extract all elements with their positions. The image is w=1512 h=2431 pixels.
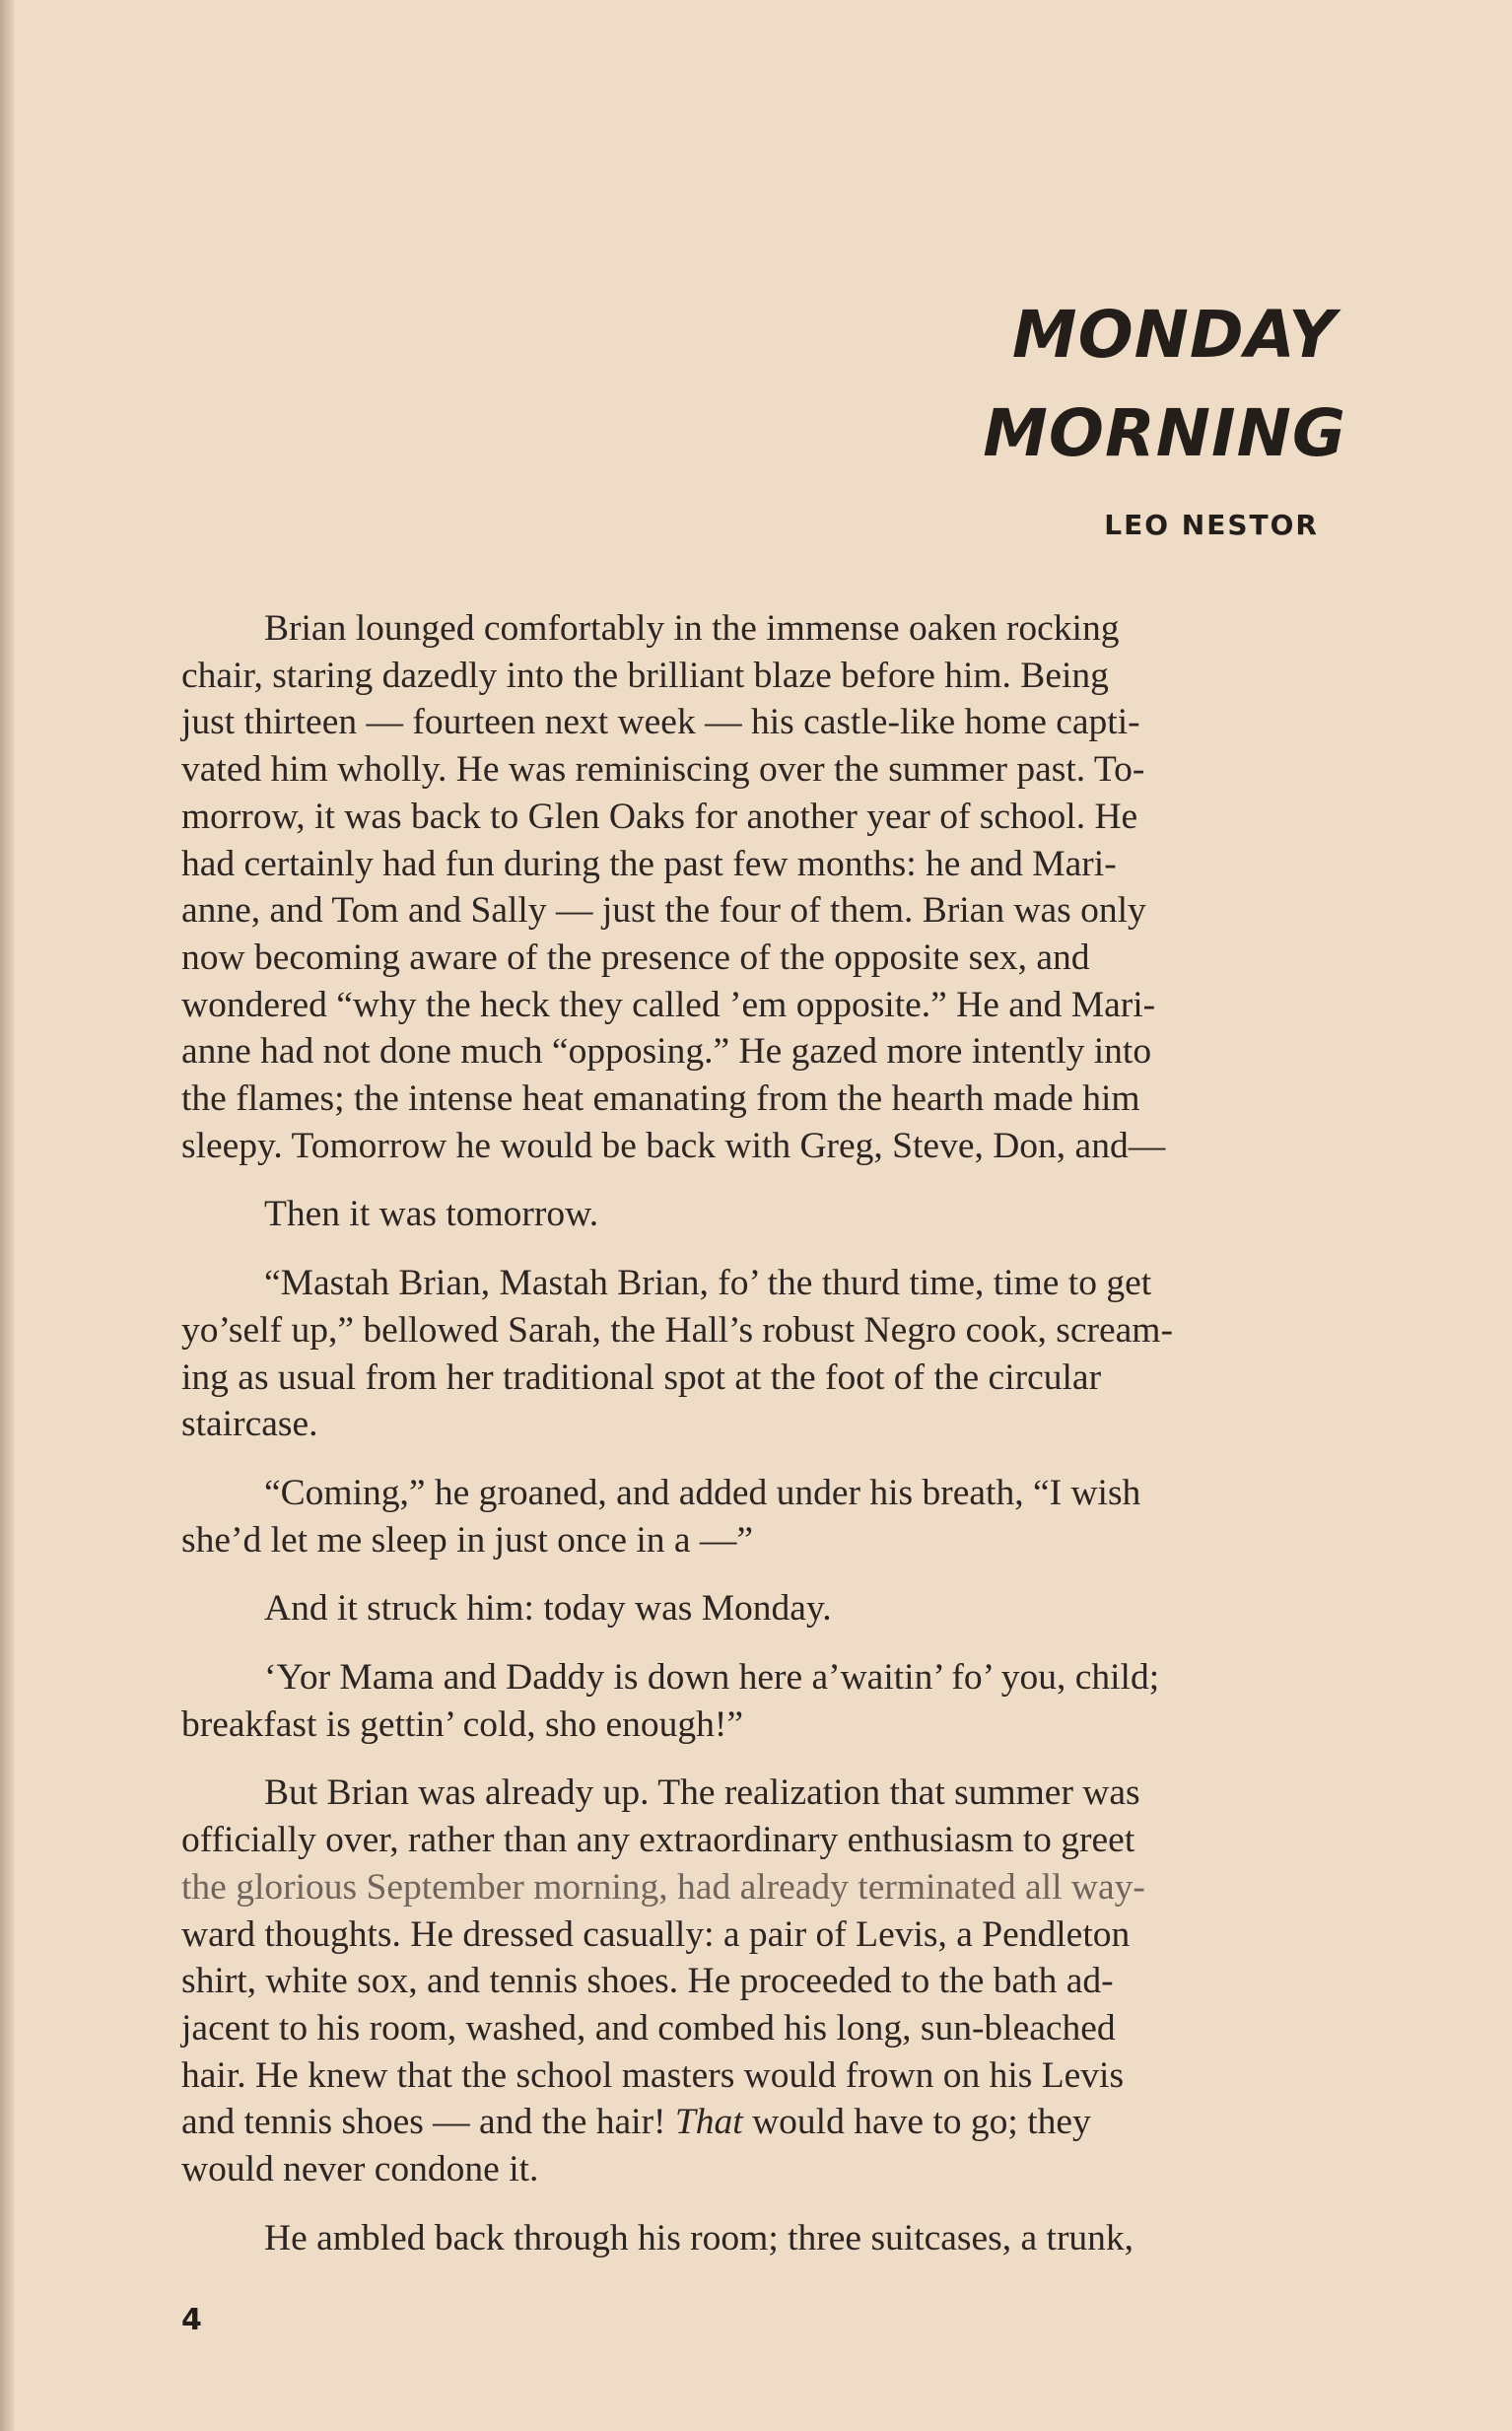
text-line: anne, and Tom and Sally — just the four of them. Brian was only	[181, 890, 1146, 932]
text-line: just thirteen — fourteen next week — his castle-like home capti-	[181, 702, 1140, 743]
paragraph	[181, 1191, 1413, 1238]
page-number: 4	[181, 2303, 202, 2337]
text-line: had certainly had fun during the past few months: he and Mari-	[181, 843, 1117, 884]
text-line: ward thoughts. He dressed casually: a pair of Levis, a Pendleton	[181, 1913, 1131, 1955]
paragraph	[181, 1770, 1413, 2192]
text-line: chair, staring dazedly into the brilliant blaze before him. Being	[181, 655, 1109, 696]
text-line: And it struck him: today was Monday.	[264, 1588, 832, 1630]
text-line: yo’self up,” bellowed Sarah, the Hall’s robust Negro cook, scream-	[181, 1309, 1173, 1351]
author-byline: LEO NESTOR	[1104, 509, 1319, 541]
text-line: would never condone it.	[181, 2149, 539, 2190]
text-line: vated him wholly. He was reminiscing over the summer past. To-	[181, 749, 1145, 791]
story-title	[656, 286, 1346, 483]
text-line: Then it was tomorrow.	[264, 1194, 599, 1235]
paragraph	[181, 1260, 1413, 1448]
title-line-1: MONDAY	[1011, 297, 1337, 373]
text-line	[181, 2099, 1413, 2146]
story-body	[181, 605, 1413, 2284]
italic-word: That	[674, 2102, 743, 2143]
text-line: officially over, rather than any extraordinary enthusiasm to greet	[181, 1820, 1135, 1861]
text-line: morrow, it was back to Glen Oaks for another year of school. He	[181, 796, 1138, 837]
paragraph	[181, 2215, 1413, 2262]
text-line: she’d let me sleep in just once in a —”	[181, 1519, 754, 1561]
text-line: “Coming,” he groaned, and added under his breath, “I wish	[264, 1472, 1141, 1513]
text-line: breakfast is gettin’ cold, sho enough!”	[181, 1703, 743, 1745]
text-line: “Mastah Brian, Mastah Brian, fo’ the thurd time, time to get	[264, 1263, 1152, 1304]
text-line: ‘Yor Mama and Daddy is down here a’waitin’ fo’ you, child;	[264, 1657, 1160, 1699]
text-line: jacent to his room, washed, and combed his long, sun-bleached	[181, 2007, 1116, 2049]
text-line: the glorious September morning, had already terminated all way-	[181, 1866, 1145, 1908]
text-line: staircase.	[181, 1404, 318, 1445]
text-segment: would have to go; they	[742, 2102, 1091, 2143]
paragraph	[181, 1654, 1413, 1748]
text-line: the flames; the intense heat emanating from the hearth made him	[181, 1078, 1140, 1120]
text-segment: and tennis shoes — and the hair!	[181, 2102, 675, 2143]
page-edge	[0, 0, 14, 2431]
text-line: wondered “why the heck they called ’em opposite.” He and Mari-	[181, 984, 1156, 1025]
text-line: shirt, white sox, and tennis shoes. He proceeded to the bath ad-	[181, 1961, 1114, 2002]
text-line: sleepy. Tomorrow he would be back with Greg, Steve, Don, and—	[181, 1125, 1166, 1166]
text-line: He ambled back through his room; three suitcases, a trunk,	[264, 2217, 1134, 2258]
text-line: ing as usual from her traditional spot at the foot of the circular	[181, 1356, 1102, 1398]
paragraph	[181, 1470, 1413, 1563]
title-line-2: MORNING	[983, 395, 1346, 471]
text-line: But Brian was already up. The realization that summer was	[264, 1772, 1140, 1814]
text-line: anne had not done much “opposing.” He gazed more intently into	[181, 1031, 1152, 1073]
text-line: hair. He knew that the school masters would frown on his Levis	[181, 2054, 1125, 2096]
paragraph	[181, 1585, 1413, 1632]
text-line: now becoming aware of the presence of the opposite sex, and	[181, 937, 1090, 978]
paragraph	[181, 605, 1413, 1169]
text-line: Brian lounged comfortably in the immense oaken rocking	[264, 608, 1120, 649]
